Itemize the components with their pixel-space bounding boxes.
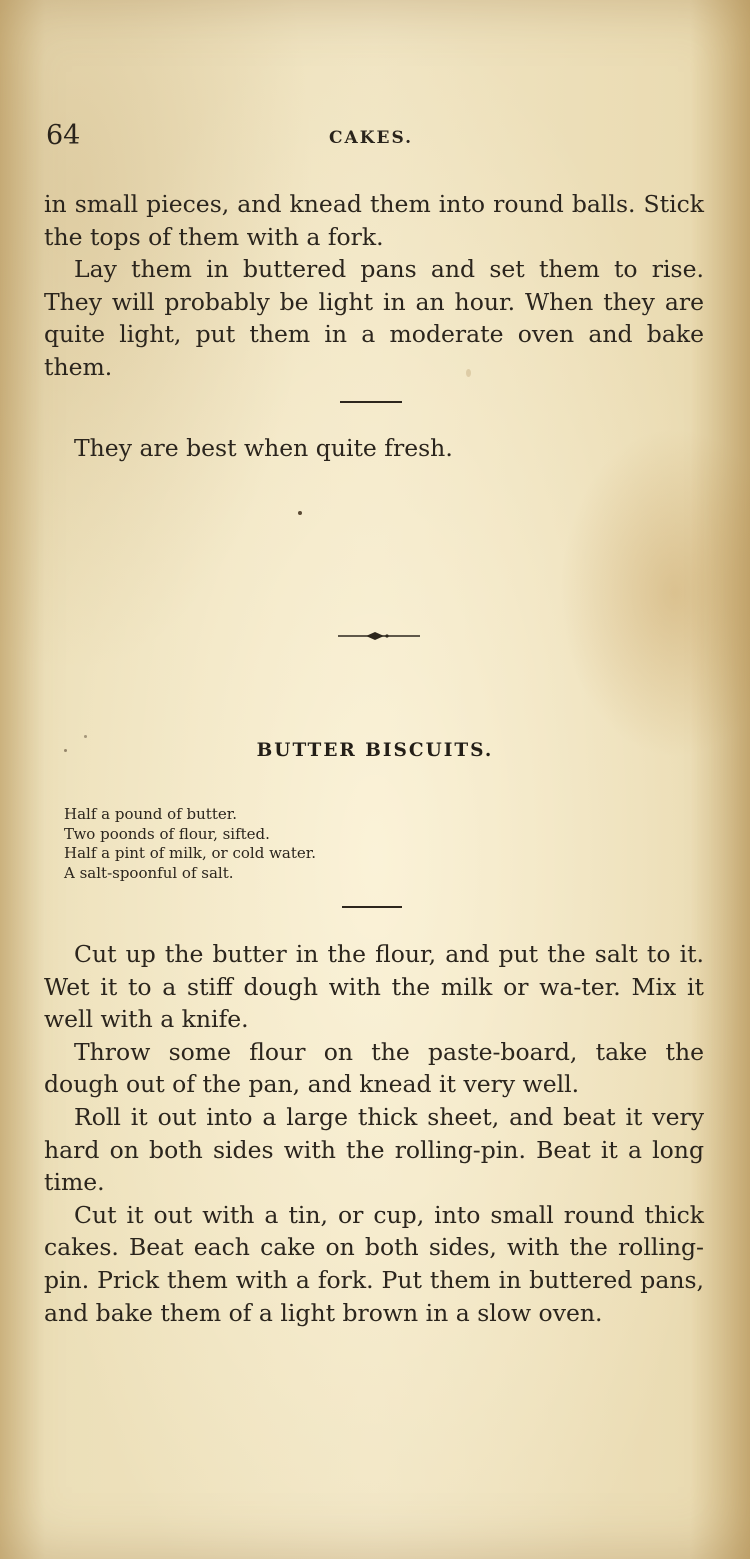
ingredient-milk: Half a pint of milk, or cold water. <box>64 844 317 862</box>
ingredient-salt: A salt-spoonful of salt. <box>64 863 234 882</box>
step-2-paragraph: Throw some flour on the paste-board, take the dough out of the pan, and knead it very well. <box>44 1037 704 1099</box>
rise-and-bake-paragraph: Lay them in buttered pans and set them to rise. They will probably be light in an hour. When they are quite light, put them in a moderate oven and bake them. <box>44 255 704 381</box>
continued-paragraph: in small pieces, and knead them into round balls. Stick the tops of them with a fork. <box>44 190 704 251</box>
ingredient-flour: Two poonds of flour, sifted. <box>64 824 270 843</box>
ink-speck <box>84 735 87 738</box>
recipe-title: BUTTER BISCUITS. <box>256 740 494 761</box>
page-header <box>46 120 706 154</box>
ink-speck <box>298 511 302 515</box>
step-3-paragraph: Roll it out into a large thick sheet, and beat it very hard on both sides with the rolling-pin. Beat it a long time. <box>44 1102 704 1197</box>
running-head: CAKES. <box>329 128 414 148</box>
page-number: 64 <box>46 120 81 151</box>
closing-note <box>44 432 704 465</box>
fleuron-diamond-rule-icon <box>338 628 420 644</box>
step-4-paragraph: Cut it out with a tin, or cup, into small round thick cakes. Beat each cake on both sides, with the rolling-pin. Prick them with a fork. Put them in buttered pans, and bake them of a light brown in a slow oven. <box>44 1200 704 1327</box>
ingredients-list <box>64 805 316 883</box>
ingredient-butter: Half a pound of butter. <box>64 805 238 823</box>
ink-speck <box>64 749 67 752</box>
short-rule-divider <box>340 401 402 403</box>
top-section-text <box>44 188 704 384</box>
short-rule-divider-2 <box>342 906 402 908</box>
step-1-paragraph: Cut up the butter in the flour, and put the salt to it. Wet it to a stiff dough with the milk or wa-ter. Mix it well with a knife. <box>44 940 704 1034</box>
foxing-spot <box>466 369 471 377</box>
recipe-steps <box>44 938 704 1329</box>
closing-line: They are best when quite fresh. <box>74 434 453 462</box>
